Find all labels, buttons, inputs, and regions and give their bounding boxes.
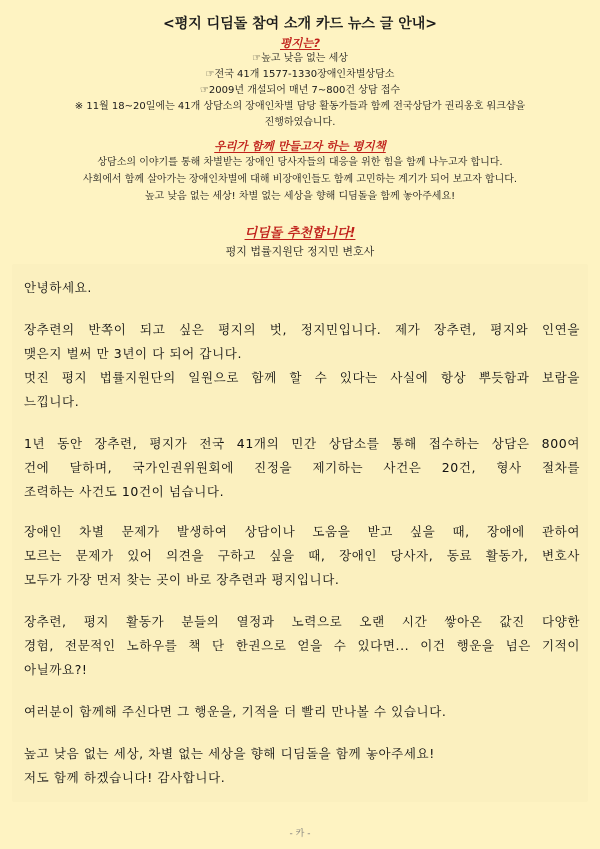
- letter-line: 여러분이 함께해 주신다면 그 행운을, 기적을 더 빨리 만나볼 수 있습니다.: [24, 704, 447, 719]
- letter-line: 장추련, 평지 활동가 분들의 열정과 노력으로 오랜 시간 쌓아온 값진 다양한: [24, 614, 580, 629]
- letter-line: 장추련의 반쪽이 되고 싶은 평지의 벗, 정지민입니다. 제가 장추련, 평지와 인연을: [24, 322, 580, 337]
- recommend-author: 평지 법률지원단 정지민 변호사: [225, 245, 375, 258]
- intro-note-cont: 진행하였습니다.: [264, 117, 336, 128]
- letter-line: 조력하는 사건도 10건이 넘습니다.: [24, 484, 225, 499]
- letter-line: 느낍니다.: [24, 394, 80, 409]
- recommend-heading: 디딤돌 추천합니다!: [244, 226, 356, 241]
- letter-line: 모두가 가장 먼저 찾는 곳이 바로 장추련과 평지입니다.: [24, 572, 340, 587]
- purpose-line: 사회에서 함께 살아가는 장애인차별에 대해 비장애인들도 함께 고민하는 계기가 되어 보고자 합니다.: [82, 174, 518, 185]
- letter-line: 모르는 문제가 있어 의견을 구하고 싶을 때, 장애인 당사자, 동료 활동가, 변호사: [24, 548, 580, 563]
- purpose-line: 상담소의 이야기를 통해 차별받는 장애인 당사자들의 대응을 위한 힘을 함께 나누고자 합니다.: [97, 157, 503, 168]
- letter-line: 저도 함께 하겠습니다! 감사합니다.: [24, 770, 226, 785]
- intro-note: ※ 11월 18~20일에는 41개 상담소의 장애인차별 담당 활동가들과 함께 전국상담가 권리옹호 워크샵을: [74, 101, 526, 112]
- letter-line: 멋진 평지 법률지원단의 일원으로 함께 할 수 있다는 사실에 항상 뿌듯함과 보람을: [24, 370, 580, 385]
- letter-line: 건에 달하며, 국가인권위원회에 진정을 제기하는 사건은 20건, 형사 절차를: [24, 460, 580, 475]
- intro-line: ☞전국 41개 1577-1330장애인차별상담소: [205, 69, 395, 80]
- letter-line: 경험, 전문적인 노하우를 책 단 한권으로 얻을 수 있다면... 이건 행운을 넘은 기적이: [24, 638, 580, 653]
- letter-line: 아닐까요?!: [24, 662, 88, 677]
- page-title: <평지 디딤돌 참여 소개 카드 뉴스 글 안내>: [163, 16, 437, 32]
- intro-line: ☞2009년 개설되어 매년 7~800건 상담 접수: [199, 85, 401, 96]
- letter-line: 맺은지 벌써 만 3년이 다 되어 갑니다.: [24, 346, 243, 361]
- purpose-heading: 우리가 함께 만들고자 하는 평지책: [214, 139, 386, 153]
- intro-line: ☞높고 낮음 없는 세상: [252, 53, 348, 64]
- letter-line: 1년 동안 장추련, 평지가 전국 41개의 민간 상담소를 통해 접수하는 상담은 800여: [24, 436, 580, 451]
- purpose-line: 높고 낮음 없는 세상! 차별 없는 세상을 향해 디딤돌을 함께 놓아주세요!: [144, 191, 456, 202]
- intro-heading: 평지는?: [280, 36, 320, 50]
- page-footer: - 카 -: [289, 829, 311, 839]
- letter-line: 높고 낮음 없는 세상, 차별 없는 세상을 향해 디딤돌을 함께 놓아주세요!: [24, 746, 435, 761]
- letter-greeting: 안녕하세요.: [24, 280, 92, 295]
- letter-line: 장애인 차별 문제가 발생하여 상담이나 도움을 받고 싶을 때, 장애에 관하여: [24, 524, 580, 539]
